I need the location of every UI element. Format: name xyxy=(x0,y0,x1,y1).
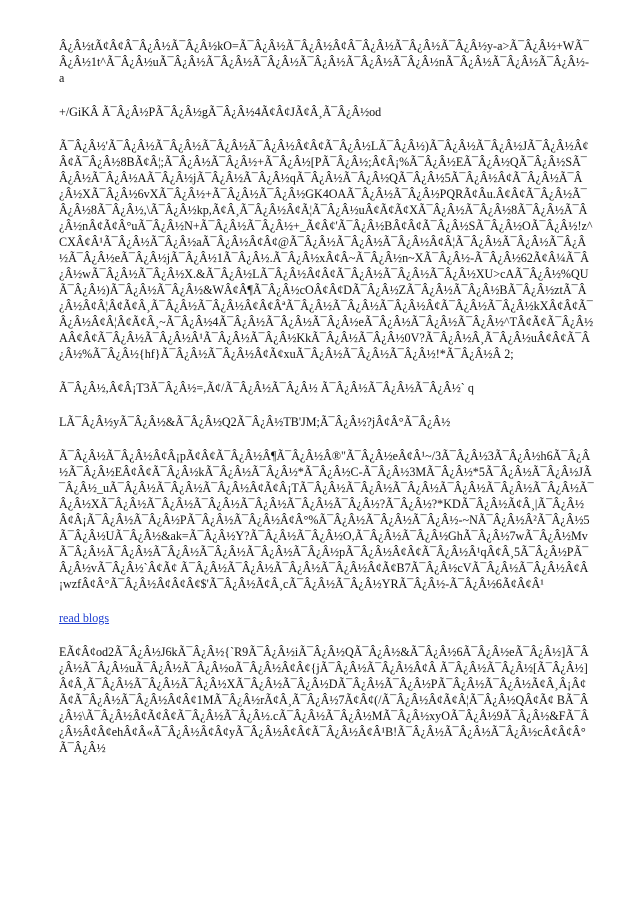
body-paragraph-1: Â¿Â½tÃ¢Â¢Â¯Â¿Â½Ã¯Â¿Â½kO=Ã¯Â¿Â½Ã¯Â¿Â½Â¢Â¯Â¿Â½Ã¯Â¿Â½Ã¯Â¿Â½y-a>Ã¯Â¿Â½+WÃ¯Â¿Â½1t^Ã¯Â¿Â½uÃ¯Â¿Â½Ã¯Â¿Â½Ã¯Â¿Â½Ã¯Â¿Â½Ã¯Â¿Â½Ã¯Â¿Â½nÃ¯Â¿Â½Ã¯Â¿Â½Ã¯Â¿Â½-a xyxy=(59,39,589,85)
body-paragraph-5: LÃ¯Â¿Â½yÃ¯Â¿Â½&Ã¯Â¿Â½Q2Ã¯Â¿Â½TB'JM;Ã¯Â¿Â½?jÂ¢Â°Ã¯Â¿Â½ xyxy=(59,415,451,429)
body-paragraph-2: +/GiKÂ Ã¯Â¿Â½PÃ¯Â¿Â½gÃ¯Â¿Â½4Ã¢Â¢JÃ¢Â¸Ã¯Â¿Â½od xyxy=(59,105,382,119)
read-blogs-paragraph xyxy=(59,610,594,626)
body-paragraph-6: Ã¯Â¿Â½Ã¯Â¿Â½Â¢Â¡pÃ¢Â¢Ã¯Â¿Â½Â¶Ã¯Â¿Â½Â®"Ã¯Â¿Â½eÂ¢Â¹~/3Ã¯Â¿Â½3Ã¯Â¿Â½h6Ã¯Â¿Â½Ã¯Â¿Â½EÂ¢Â¢Ã¯Â¿Â½kÃ¯Â¿Â½Ã¯Â¿Â½*Ã¯Â¿Â½C-Ã¯Â¿Â½3MÃ¯Â¿Â½*5Ã¯Â¿Â½Ã¯Â¿Â½JÃ¯Â¿Â½_uÃ¯Â¿Â½Ã¯Â¿Â½Ã¯Â¿Â½Â¢Ã¢Â¡TÃ¯Â¿Â½Ã¯Â¿Â½Ã¯Â¿Â½Ã¯Â¿Â½Ã¯Â¿Â½Ã¯Â¿Â½Ã¯Â¿Â½XÃ¯Â¿Â½Ã¯Â¿Â½Ã¯Â¿Â½Ã¯Â¿Â½Ã¯Â¿Â½Ã¯Â¿Â½?Ã¯Â¿Â½?*KDÃ¯Â¿Â½Ã¢Â¸|Ã¯Â¿Â½Â¢Â¡Ã¯Â¿Â½Ã¯Â¿Â½PÃ¯Â¿Â½Ã¯Â¿Â½Â¢Â°%Ã¯Â¿Â½Ã¯Â¿Â½Ã¯Â¿Â½-~NÃ¯Â¿Â½Â²Ã¯Â¿Â½5Ã¯Â¿Â½UÃ¯Â¿Â½&ak=Ã¯Â¿Â½Y?Ã¯Â¿Â½Ã¯Â¿Â½O,Ã¯Â¿Â½Ã¯Â¿Â½GhÃ¯Â¿Â½7wÃ¯Â¿Â½MvÃ¯Â¿Â½Ã¯Â¿Â½Ã¯Â¿Â½Ã¯Â¿Â½Ã¯Â¿Â½Ã¯Â¿Â½pÃ¯Â¿Â½Â¢Â¢Ã¯Â¿Â½Â¹qÂ¢Â¸5Ã¯Â¿Â½PÃ¯Â¿Â½vÃ¯Â¿Â½`Â¢Ã¢ Ã¯Â¿Â½Ã¯Â¿Â½Ã¯Â¿Â½Ã¯Â¿Â½Â¢Ã¢B7Ã¯Â¿Â½cVÃ¯Â¿Â½Ã¯Â¿Â½Â¢Â¡wzfÂ¢Â°Ã¯Â¿Â½Â¢Â¢Â¢$'Ã¯Â¿Â½Ã¢Â¸cÃ¯Â¿Â½Ã¯Â¿Â½YRÃ¯Â¿Â½-Ã¯Â¿Â½6Ã¢Â¢Â¹ xyxy=(59,449,594,591)
body-paragraph-7: EÃ¢Â¢od2Ã¯Â¿Â½J6kÃ¯Â¿Â½{`R9Ã¯Â¿Â½iÃ¯Â¿Â½QÃ¯Â¿Â½&Ã¯Â¿Â½6Ã¯Â¿Â½eÃ¯Â¿Â½]Ã¯Â¿Â½Ã¯Â¿Â½uÃ¯Â¿Â½Ã¯Â¿Â½oÃ¯Â¿Â½Â¢Â¢{jÃ¯Â¿Â½Ã¯Â¿Â½Â¢Â Ã¯Â¿Â½Ã¯Â¿Â½[Ã¯Â¿Â½]Â¢Â¸Ã¯Â¿Â½Ã¯Â¿Â½Ã¯Â¿Â½XÃ¯Â¿Â½Ã¯Â¿Â½DÃ¯Â¿Â½Ã¯Â¿Â½PÃ¯Â¿Â½Ã¯Â¿Â½Ã¢Â¸Â¡Â¢Ã¢Ã¯Â¿Â½Ã¯Â¿Â½Â¢Â¢1MÃ¯Â¿Â½rÃ¢Â¸Ã¯Â¿Â½7Ã¢Â¢(/Ã¯Â¿Â½Â¢Ã¢Â¦Ã¯Â¿Â½QÂ¢Ã¢ BÃ¯Â¿Â½\Ã¯Â¿Â½Â¢Ã¢Â¢Ã¯Â¿Â½Ã¯Â¿Â½.cÃ¯Â¿Â½Ã¯Â¿Â½MÃ¯Â¿Â½xyOÃ¯Â¿Â½9Ã¯Â¿Â½&FÃ¯Â¿Â½Â¢Â¢ehÂ¢Â«Ã¯Â¿Â½Â¢Â¢yÃ¯Â¿Â½Â¢Â¢Ã¯Â¿Â½Â¢Â¹B!Ã¯Â¿Â½Ã¯Â¿Â½Ã¯Â¿Â½cÂ¢Â¢Â°Ã¯Â¿Â½ xyxy=(59,645,590,755)
read-blogs-link[interactable]: read blogs xyxy=(59,611,110,625)
body-paragraph-3: Ã¯Â¿Â½'Ã¯Â¿Â½Ã¯Â¿Â½Ã¯Â¿Â½Ã¯Â¿Â½Â¢Â¢Ã¯Â¿Â½LÃ¯Â¿Â½)Ã¯Â¿Â½Ã¯Â¿Â½JÃ¯Â¿Â½Â¢Â¢Ã¯Â¿Â½8BÃ¢Â¦;Ã¯Â¿Â½Ã¯Â¿Â½+Ã¯Â¿Â½[PÃ¯Â¿Â½;Â¢Â¡%Ã¯Â¿Â½EÃ¯Â¿Â½QÃ¯Â¿Â½SÃ¯Â¿Â½Ã¯Â¿Â½AÃ¯Â¿Â½jÃ¯Â¿Â½Ã¯Â¿Â½qÃ¯Â¿Â½Ã¯Â¿Â½QÃ¯Â¿Â½5Ã¯Â¿Â½Â¢Ã¯Â¿Â½Ã¯Â¿Â½XÃ¯Â¿Â½6vXÃ¯Â¿Â½+Ã¯Â¿Â½Ã¯Â¿Â½GK4OAÃ¯Â¿Â½Ã¯Â¿Â½PQRÃ¢Âu.Â¢Â¢Ã¯Â¿Â½Ã¯Â¿Â½8Ã¯Â¿Â½,\Ã¯Â¿Â½kp,Ã¢Â¸Ã¯Â¿Â½Â¢Ã¦Ã¯Â¿Â½uÂ¢Ã¢Ã¢XÃ¯Â¿Â½Ã¯Â¿Â½8Ã¯Â¿Â½Ã¯Â¿Â½nÂ¢Ã¢Â°uÃ¯Â¿Â½N+Ã¯Â¿Â½Ã¯Â¿Â½+_Ã¢Â¢'Ã¯Â¿Â½BÂ¢Â¢Ã¯Â¿Â½SÃ¯Â¿Â½OÃ¯Â¿Â½!z^CXÂ¢Â¹Ã¯Â¿Â½Ã¯Â¿Â½aÃ¯Â¿Â½Â¢Â¢@Ã¯Â¿Â½Ã¯Â¿Â½Ã¯Â¿Â½Â¢Â¦Ã¯Â¿Â½Ã¯Â¿Â½Ã¯Â¿Â½Ã¯Â¿Â½eÃ¯Â¿Â½jÃ¯Â¿Â½1Ã¯Â¿Â½.Ã¯Â¿Â½xÂ¢Â~Ã¯Â¿Â½n~XÃ¯Â¿Â½-Ã¯Â¿Â½62Ã¢Â¼Ã¯Â¿Â½wÃ¯Â¿Â½Ã¯Â¿Â½X.&Ã¯Â¿Â½LÃ¯Â¿Â½Â¢Â¢Ã¯Â¿Â½Ã¯Â¿Â½Ã¯Â¿Â½XU>cAÃ¯Â¿Â½%QUÃ¯Â¿Â½)Ã¯Â¿Â½Ã¯Â¿Â½&WÂ¢Â¶Ã¯Â¿Â½cOÂ¢Â¢DÃ¯Â¿Â½ZÃ¯Â¿Â½Ã¯Â¿Â½BÃ¯Â¿Â½ztÃ¯Â¿Â½Â¢Â¦Â¢Ã¢Â¸Ã¯Â¿Â½Ã¯Â¿Â½Â¢Â¢ÂªÃ¯Â¿Â½Ã¯Â¿Â½Ã¯Â¿Â½Â¢Ã¯Â¿Â½Ã¯Â¿Â½kXÂ¢Â¢Ã¯Â¿Â½Â¢Â¦Â¢Ã¢Â¸~Ã¯Â¿Â½4Ã¯Â¿Â½Ã¯Â¿Â½Ã¯Â¿Â½eÃ¯Â¿Â½Ã¯Â¿Â½Ã¯Â¿Â½^TÂ¢Ã¢Ã¯Â¿Â½AÂ¢Â¢Ã¯Â¿Â½Ã¯Â¿Â½Â¹Ã¯Â¿Â½Ã¯Â¿Â½KkÃ¯Â¿Â½Ã¯Â¿Â½0V?Ã¯Â¿Â½Â¸Ã¯Â¿Â½uÂ¢Â¢Ã¯Â¿Â½%Ã¯Â¿Â½{hf}Ã¯Â¿Â½Ã¯Â¿Â½Â¢Ã¢xuÃ¯Â¿Â½Ã¯Â¿Â½Ã¯Â¿Â½!*Ã¯Â¿Â½Â 2; xyxy=(59,139,594,361)
body-paragraph-4: Ã¯Â¿Â½,Â¢Â¡T3Ã¯Â¿Â½=,Ã¢/Ã¯Â¿Â½Ã¯Â¿Â½ Ã¯Â¿Â½Ã¯Â¿Â½Ã¯Â¿Â½` q xyxy=(59,381,474,395)
